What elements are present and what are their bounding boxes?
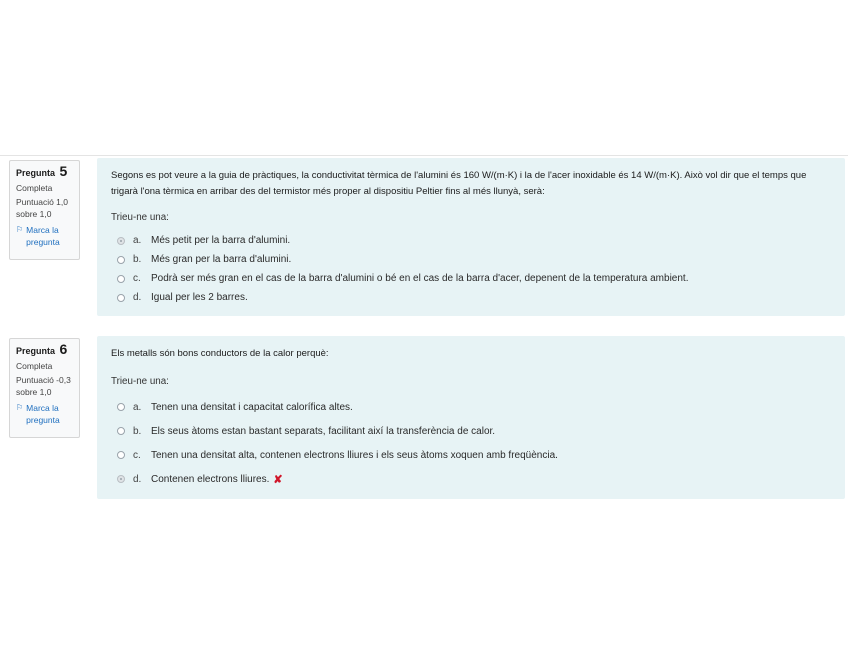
question-info-6: [9, 338, 80, 438]
question-formulation-6: [97, 336, 845, 499]
answer-option-c[interactable]: [111, 443, 831, 467]
option-text: Tenen una densitat i capacitat calorífica altes.: [151, 401, 353, 413]
answer-options: [111, 395, 831, 491]
flag-question-link[interactable]: [16, 224, 73, 248]
option-text: Contenen electrons lliures.: [151, 473, 270, 485]
question-number-heading: [16, 343, 73, 357]
question-state: Completa: [16, 183, 53, 193]
radio-button[interactable]: [117, 256, 125, 264]
option-text: Podrà ser més gran en el cas de la barra d'alumini o bé en el cas de la barra d'acer, depenent de la temperatura ambient.: [151, 273, 689, 284]
grade-score: Puntuació -0,3: [16, 375, 71, 385]
question-text: Segons es pot veure a la guia de pràctiques, la conductivitat tèrmica de l'alumini és 160 W/(m·K) i la de l'acer inoxidable és 14 W/(m·K). Això vol dir que el temps que trigarà l'ona tèrmica en arribar des del termistor més proper al dispositiu Peltier fins al més llunyà, serà:: [111, 170, 807, 197]
question-label: Pregunta: [16, 346, 56, 356]
question-formulation-5: [97, 158, 845, 316]
option-letter: b.: [133, 425, 142, 437]
grade-max: sobre 1,0: [16, 387, 52, 397]
page-divider: [0, 155, 848, 156]
flag-label-line2: pregunta: [26, 237, 60, 247]
option-text: Igual per les 2 barres.: [151, 292, 248, 303]
answer-option-a[interactable]: [111, 231, 831, 250]
answer-prompt: Trieu-ne una:: [111, 212, 169, 223]
grade-max: sobre 1,0: [16, 209, 52, 219]
question-grade: [16, 374, 73, 398]
answer-options: [111, 231, 831, 307]
option-text: Tenen una densitat alta, contenen electrons lliures i els seus àtoms xoquen amb freqüència.: [151, 449, 558, 461]
answer-option-b[interactable]: [111, 419, 831, 443]
option-text: Més gran per la barra d'alumini.: [151, 254, 292, 265]
incorrect-icon: ✘: [273, 473, 283, 486]
question-grade: [16, 196, 73, 220]
answer-option-d[interactable]: [111, 467, 831, 491]
radio-button-checked[interactable]: [117, 237, 125, 245]
grade-score: Puntuació 1,0: [16, 197, 68, 207]
radio-button[interactable]: [117, 451, 125, 459]
option-text: Més petit per la barra d'alumini.: [151, 235, 291, 246]
answer-option-d[interactable]: [111, 288, 831, 307]
flag-icon: ⚐: [16, 403, 24, 412]
flag-icon: ⚐: [16, 225, 24, 234]
option-letter: b.: [133, 254, 142, 265]
radio-button[interactable]: [117, 403, 125, 411]
answer-prompt: Trieu-ne una:: [111, 376, 169, 387]
question-number: 6: [59, 341, 68, 357]
flag-label-line1: Marca la: [26, 225, 59, 235]
option-letter: c.: [133, 273, 141, 284]
flag-label-line2: pregunta: [26, 415, 60, 425]
radio-button[interactable]: [117, 294, 125, 302]
question-text: Els metalls són bons conductors de la calor perquè:: [111, 348, 329, 359]
question-info-5: [9, 160, 80, 260]
question-number-heading: [16, 165, 73, 179]
radio-button[interactable]: [117, 275, 125, 283]
question-state: Completa: [16, 361, 53, 371]
option-letter: d.: [133, 473, 142, 485]
answer-option-c[interactable]: [111, 269, 831, 288]
option-letter: d.: [133, 292, 142, 303]
option-letter: c.: [133, 449, 141, 461]
answer-option-a[interactable]: [111, 395, 831, 419]
radio-button[interactable]: [117, 427, 125, 435]
option-letter: a.: [133, 401, 142, 413]
question-label: Pregunta: [16, 168, 56, 178]
question-number: 5: [59, 163, 68, 179]
radio-button-checked[interactable]: [117, 475, 125, 483]
flag-question-link[interactable]: [16, 402, 73, 426]
flag-label-line1: Marca la: [26, 403, 59, 413]
answer-option-b[interactable]: [111, 250, 831, 269]
option-text: Els seus àtoms estan bastant separats, facilitant així la transferència de calor.: [151, 425, 496, 437]
option-letter: a.: [133, 235, 142, 246]
